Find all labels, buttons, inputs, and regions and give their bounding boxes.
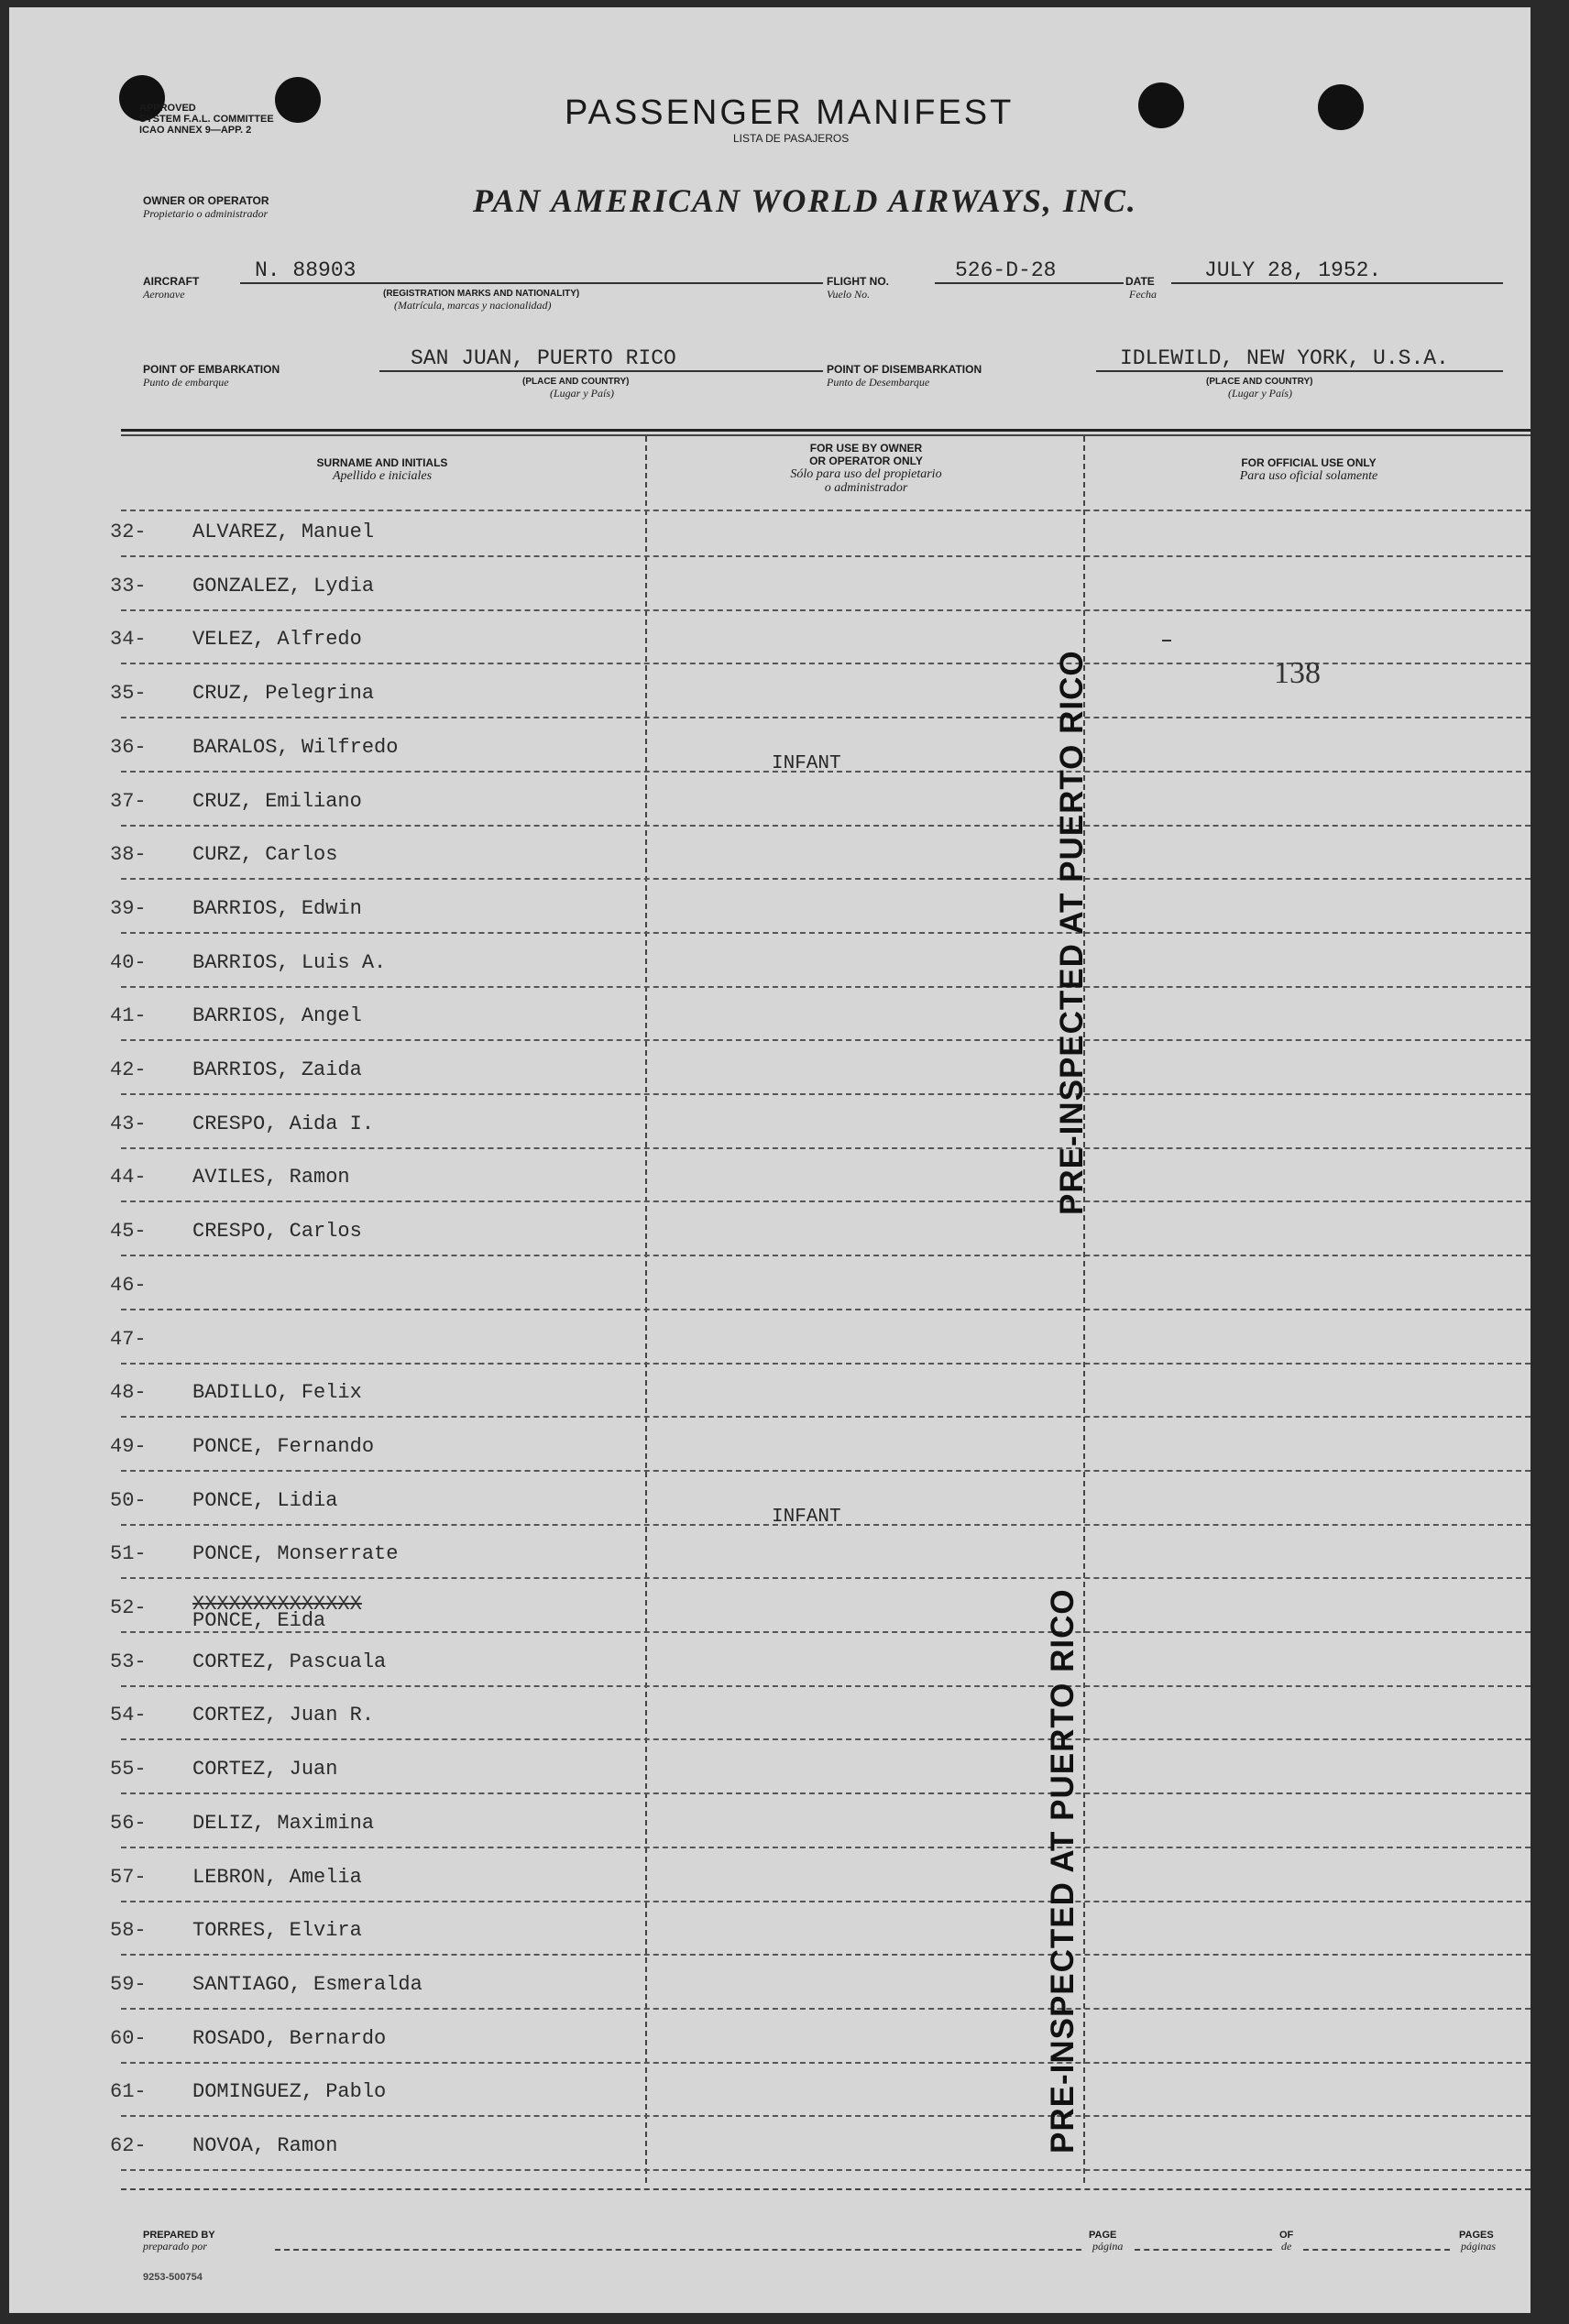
row-rule: [121, 1470, 1531, 1472]
passenger-name: BARRIOS, Angel: [192, 1004, 362, 1027]
row-rule: [121, 2008, 1531, 2010]
official-number: 138: [1274, 656, 1321, 690]
row-rule: [121, 1363, 1531, 1365]
owner-label: OWNER OR OPERATOR: [143, 194, 269, 207]
row-rule: [121, 609, 1531, 611]
page-underline: [1135, 2249, 1272, 2251]
passenger-name: GONZALEZ, Lydia: [192, 575, 375, 597]
passenger-name: CRESPO, Aida I.: [192, 1113, 375, 1135]
passenger-name: CORTEZ, Juan R.: [192, 1704, 375, 1727]
date-value: JULY 28, 1952.: [1204, 258, 1382, 282]
flight-underline: [935, 282, 1124, 284]
row-rule: [121, 825, 1531, 827]
column-head-surname: [121, 456, 643, 483]
column-owner-use-line-1: FOR USE BY OWNER: [809, 442, 923, 455]
approval-line-1: APPROVED: [139, 103, 196, 114]
row-rule: [121, 1792, 1531, 1794]
of-label: OF: [1279, 2230, 1294, 2241]
aircraft-sub: (REGISTRATION MARKS AND NATIONALITY): [383, 289, 580, 299]
date-label-es: Fecha: [1129, 288, 1157, 301]
row-number: 57-: [110, 1866, 147, 1889]
aircraft-label-es: Aeronave: [143, 288, 185, 301]
passenger-name: BARRIOS, Zaida: [192, 1058, 362, 1081]
pages-label-es: páginas: [1461, 2240, 1497, 2253]
row-number: 59-: [110, 1973, 147, 1996]
infant-note-2: INFANT: [772, 1507, 841, 1528]
row-number: 60-: [110, 2027, 147, 2050]
passenger-name: PONCE, Fernando: [192, 1435, 375, 1458]
page-label-es: página: [1092, 2240, 1124, 2253]
passenger-name: LEBRON, Amelia: [192, 1866, 362, 1889]
passenger-name: SANTIAGO, Esmeralda: [192, 1973, 422, 1996]
disembarkation-sub-es: (Lugar y País): [1228, 387, 1292, 400]
row-rule: [121, 1200, 1531, 1202]
row-rule: [121, 878, 1531, 880]
column-official-label: FOR OFFICIAL USE ONLY: [1241, 456, 1377, 469]
passenger-name: NOVOA, Ramon: [192, 2134, 338, 2157]
row-rule: [121, 986, 1531, 988]
infant-note-1: INFANT: [772, 753, 841, 774]
row-rule: [121, 1954, 1531, 1956]
row-number: 44-: [110, 1166, 147, 1189]
pre-inspected-stamp-2: PRE-INSPECTED AT PUERTO RICO: [1045, 1588, 1081, 2154]
row-number: 41-: [110, 1004, 147, 1027]
row-rule: [121, 1093, 1531, 1095]
prepared-by-label-es: preparado por: [143, 2240, 207, 2253]
passenger-name: PONCE, Monserrate: [192, 1542, 399, 1565]
column-head-official: [1087, 456, 1531, 483]
approval-line-2: SYSTEM F.A.L. COMMITTEE: [139, 114, 274, 125]
aircraft-sub-es: (Matrícula, marcas y nacionalidad): [394, 299, 552, 312]
row-rule: [121, 1847, 1531, 1848]
embarkation-sub: (PLACE AND COUNTRY): [522, 377, 630, 387]
punch-hole-right-1: [1138, 82, 1184, 128]
column-surname-label-es: Apellido e iniciales: [332, 469, 433, 483]
row-number: 37-: [110, 790, 147, 813]
row-rule: [121, 1901, 1531, 1902]
row-number: 50-: [110, 1489, 147, 1512]
row-number: 38-: [110, 843, 147, 866]
row-rule: [121, 555, 1531, 557]
row-rule: [121, 1147, 1531, 1149]
passenger-name: AVILES, Ramon: [192, 1166, 350, 1189]
passenger-name: BADILLO, Felix: [192, 1381, 362, 1404]
row-number: 47-: [110, 1328, 147, 1351]
punch-hole-right-2: [1318, 84, 1364, 130]
approval-line-3: ICAO ANNEX 9—APP. 2: [139, 125, 252, 136]
prepared-by-underline: [275, 2249, 1081, 2251]
passenger-name: BARRIOS, Edwin: [192, 897, 362, 920]
column-surname-label: SURNAME AND INITIALS: [316, 456, 448, 469]
row-rule: [121, 1309, 1531, 1310]
column-official-label-es: Para uso oficial solamente: [1239, 469, 1378, 483]
flight-label-es: Vuelo No.: [827, 288, 871, 301]
embarkation-sub-es: (Lugar y País): [550, 387, 614, 400]
punch-hole-left-2: [275, 77, 321, 123]
disembarkation-label: POINT OF DISEMBARKATION: [827, 363, 982, 376]
row-number: 40-: [110, 951, 147, 974]
row-rule: [121, 1738, 1531, 1740]
passenger-name: BARRIOS, Luis A.: [192, 951, 387, 974]
row-52-struck-text: XXXXXXXXXXXXXX: [192, 1593, 362, 1616]
passenger-name: CRUZ, Emiliano: [192, 790, 362, 813]
of-underline: [1303, 2249, 1450, 2251]
row-number: 61-: [110, 2080, 147, 2103]
passenger-name: ROSADO, Bernardo: [192, 2027, 387, 2050]
row-rule: [121, 1577, 1531, 1579]
form-code: 9253-500754: [143, 2272, 203, 2283]
passenger-name: CRESPO, Carlos: [192, 1220, 362, 1243]
row-number: 45-: [110, 1220, 147, 1243]
row-rule: [121, 1631, 1531, 1633]
embarkation-label: POINT OF EMBARKATION: [143, 363, 280, 376]
flight-value: 526-D-28: [955, 258, 1057, 282]
row-number: 62-: [110, 2134, 147, 2157]
pages-label: PAGES: [1459, 2230, 1494, 2241]
page-title-es: LISTA DE PASAJEROS: [733, 132, 850, 145]
aircraft-value: N. 88903: [255, 258, 357, 282]
row-rule: [121, 1039, 1531, 1041]
page-title: PASSENGER MANIFEST: [565, 93, 1015, 132]
row-number: 52-: [110, 1596, 147, 1619]
row-number: 35-: [110, 682, 147, 705]
row-number: 46-: [110, 1274, 147, 1297]
column-owner-use-es-1: Sólo para uso del propietario: [790, 467, 942, 481]
row-rule: [121, 2115, 1531, 2117]
row-rule: [121, 1255, 1531, 1256]
row-number: 55-: [110, 1758, 147, 1781]
passenger-name: ALVAREZ, Manuel: [192, 521, 375, 543]
passenger-name: DOMINGUEZ, Pablo: [192, 2080, 387, 2103]
row-number: 42-: [110, 1058, 147, 1081]
column-owner-use-es-2: o administrador: [824, 481, 908, 495]
embarkation-underline: [379, 370, 823, 372]
row-number: 54-: [110, 1704, 147, 1727]
date-underline: [1171, 282, 1503, 284]
passenger-name: PONCE, Eida: [192, 1609, 326, 1632]
row-number: 51-: [110, 1542, 147, 1565]
footer-rule: [121, 2188, 1531, 2190]
row-number: 32-: [110, 521, 147, 543]
table-top-rule-1: [121, 429, 1531, 432]
passenger-name: DELIZ, Maximina: [192, 1812, 375, 1835]
of-label-es: de: [1281, 2240, 1292, 2253]
passenger-name: TORRES, Elvira: [192, 1919, 362, 1942]
date-label: DATE: [1125, 275, 1155, 288]
disembarkation-underline: [1096, 370, 1503, 372]
row-rule: [121, 2062, 1531, 2064]
row-number: 48-: [110, 1381, 147, 1404]
row-number: 39-: [110, 897, 147, 920]
flight-label: FLIGHT NO.: [827, 275, 889, 288]
passenger-name: BARALOS, Wilfredo: [192, 736, 399, 759]
row-number: 34-: [110, 628, 147, 651]
prepared-by-label: PREPARED BY: [143, 2230, 215, 2241]
pre-inspected-stamp-1: PRE-INSPECTED AT PUERTO RICO: [1054, 650, 1090, 1215]
row-number: 43-: [110, 1113, 147, 1135]
passenger-name: CORTEZ, Pascuala: [192, 1650, 387, 1673]
disembarkation-label-es: Punto de Desembarque: [827, 376, 930, 389]
page-label: PAGE: [1089, 2230, 1117, 2241]
header-row-rule: [121, 510, 1531, 511]
passenger-name: CORTEZ, Juan: [192, 1758, 338, 1781]
column-owner-use-line-2: OR OPERATOR ONLY: [809, 455, 923, 467]
table-top-rule-2: [121, 434, 1531, 436]
row-number: 58-: [110, 1919, 147, 1942]
row-number: 33-: [110, 575, 147, 597]
embarkation-value: SAN JUAN, PUERTO RICO: [411, 346, 676, 370]
passenger-name: CRUZ, Pelegrina: [192, 682, 375, 705]
row-number: 36-: [110, 736, 147, 759]
passenger-name: VELEZ, Alfredo: [192, 628, 362, 651]
official-mark: [1162, 640, 1171, 641]
row-rule: [121, 932, 1531, 934]
disembarkation-sub: (PLACE AND COUNTRY): [1206, 377, 1313, 387]
passenger-name: CURZ, Carlos: [192, 843, 338, 866]
row-rule: [121, 1416, 1531, 1418]
owner-label-es: Propietario o administrador: [143, 207, 269, 220]
passenger-name: PONCE, Lidia: [192, 1489, 338, 1512]
row-rule: [121, 717, 1531, 718]
column-head-owner-use: [651, 442, 1081, 495]
row-number: 56-: [110, 1812, 147, 1835]
approval-block: [139, 103, 274, 136]
embarkation-label-es: Punto de embarque: [143, 376, 229, 389]
aircraft-label: AIRCRAFT: [143, 275, 200, 288]
aircraft-underline: [240, 282, 823, 284]
row-rule: [121, 2169, 1531, 2171]
manifest-page: [9, 7, 1531, 2313]
owner-value: PAN AMERICAN WORLD AIRWAYS, INC.: [473, 182, 1137, 219]
row-number: 53-: [110, 1650, 147, 1673]
row-number: 49-: [110, 1435, 147, 1458]
row-rule: [121, 1685, 1531, 1687]
disembarkation-value: IDLEWILD, NEW YORK, U.S.A.: [1120, 346, 1449, 370]
